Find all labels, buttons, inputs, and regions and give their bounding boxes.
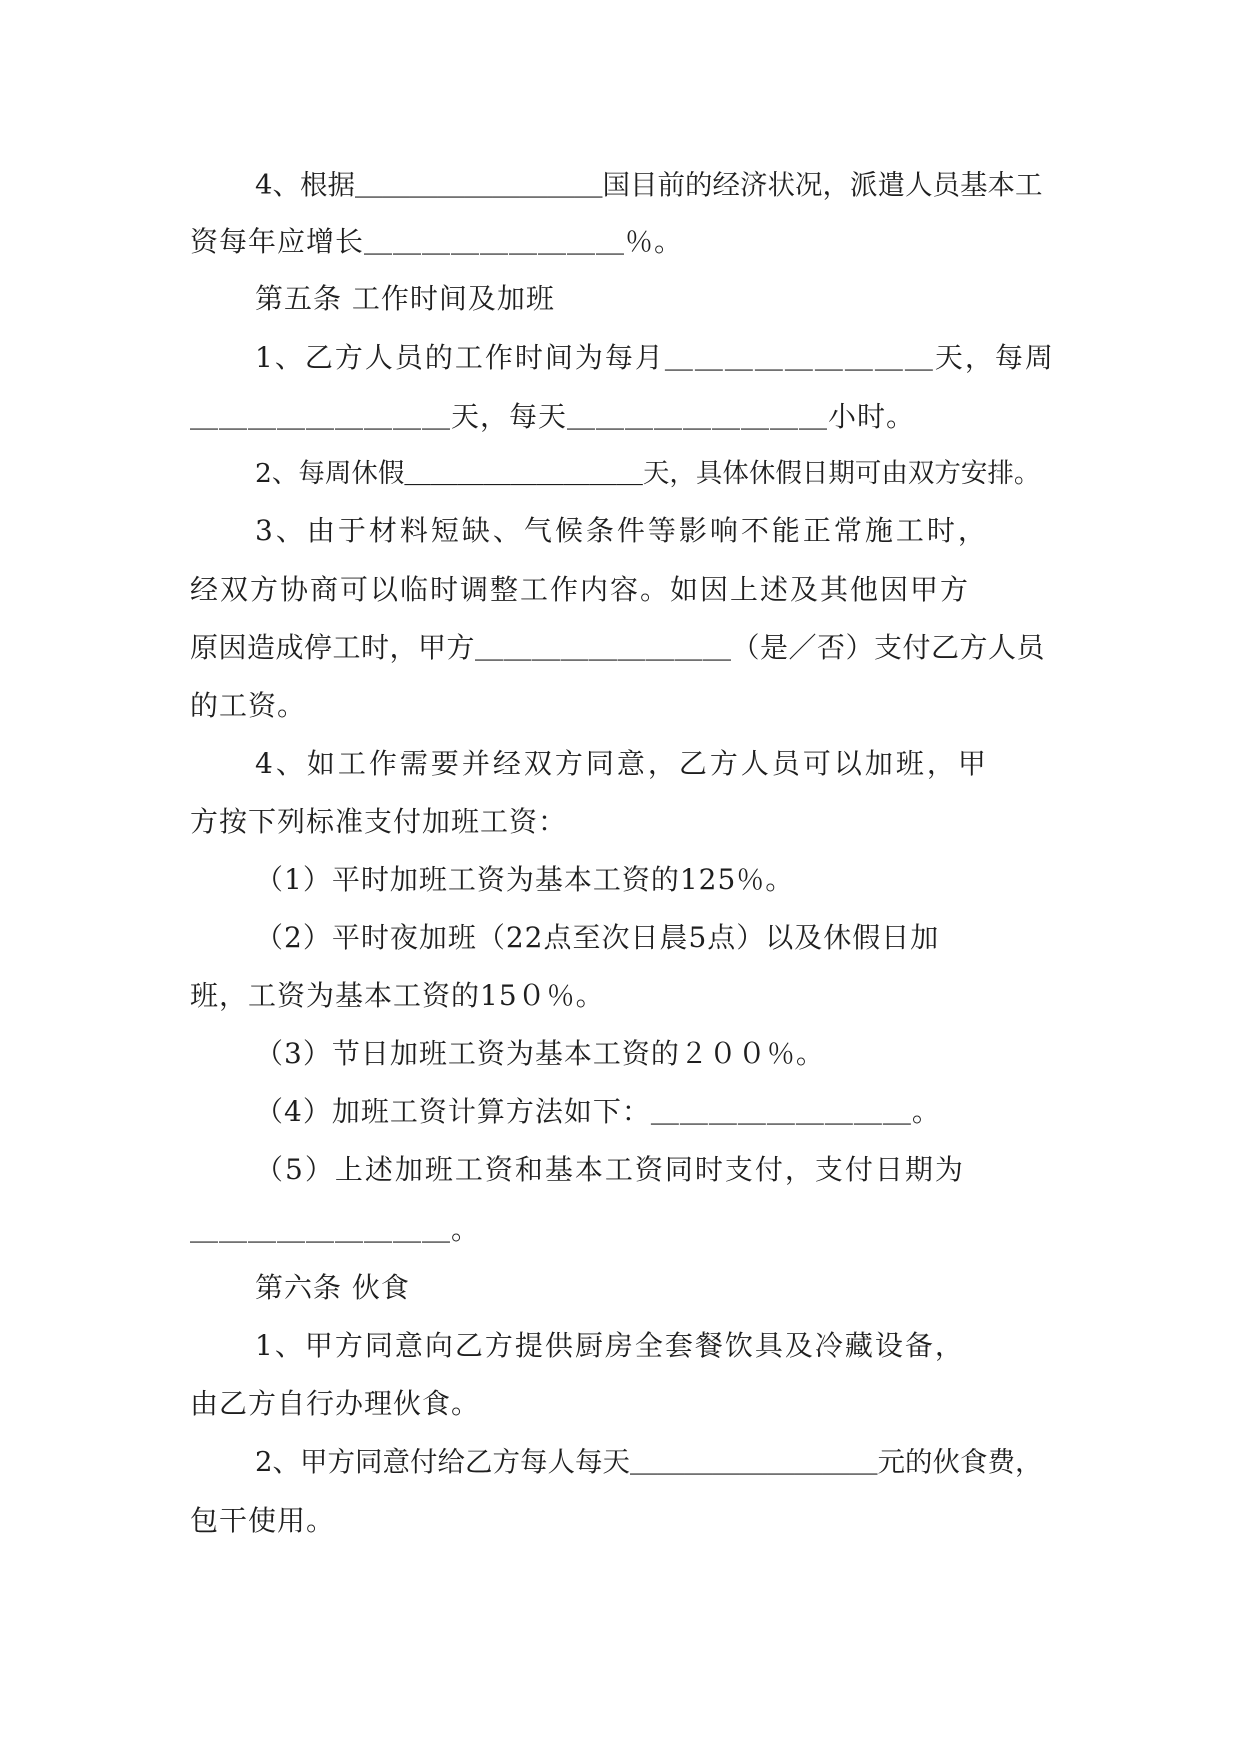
paragraph-line: 班，工资为基本工资的15０％。 [190, 979, 605, 1012]
paragraph-line: 方按下列标准支付加班工资： [190, 805, 568, 838]
paragraph-line: 经双方协商可以临时调整工作内容。如因上述及其他因甲方 [190, 573, 971, 606]
section-heading: 第五条 工作时间及加班 [255, 282, 555, 315]
list-item: （4）加班工资计算方法如下：＿＿＿＿＿＿＿＿＿。 [255, 1095, 941, 1128]
paragraph-line: 4、如工作需要并经双方同意，乙方人员可以加班，甲 [255, 747, 989, 780]
paragraph-line: ＿＿＿＿＿＿＿＿＿。 [190, 1213, 481, 1246]
paragraph-line: ＿＿＿＿＿＿＿＿＿天，每天＿＿＿＿＿＿＿＿＿小时。 [190, 400, 916, 433]
paragraph-line: 4、根据＿＿＿＿＿＿＿＿＿国目前的经济状况，派遣人员基本工 [255, 169, 1043, 201]
section-heading: 第六条 伙食 [255, 1271, 410, 1304]
list-item: （2）平时夜加班（22点至次日晨5点）以及休假日加 [255, 921, 940, 954]
paragraph-line: 的工资。 [190, 689, 307, 722]
list-item: （3）节日加班工资为基本工资的２００％。 [255, 1037, 825, 1070]
list-item: （5）上述加班工资和基本工资同时支付，支付日期为 [255, 1153, 965, 1186]
paragraph-line: 3、由于材料短缺、气候条件等影响不能正常施工时， [255, 514, 989, 547]
list-item: （1）平时加班工资为基本工资的125％。 [255, 863, 795, 896]
paragraph-line: 资每年应增长＿＿＿＿＿＿＿＿＿％。 [190, 225, 684, 258]
paragraph-line: 由乙方自行办理伙食。 [190, 1387, 481, 1420]
paragraph-line: 2、每周休假＿＿＿＿＿＿＿＿＿天，具体休假日期可由双方安排。 [255, 458, 1041, 489]
paragraph-line: 原因造成停工时，甲方＿＿＿＿＿＿＿＿＿（是／否）支付乙方人员 [190, 631, 1046, 664]
paragraph-line: 2、甲方同意付给乙方每人每天＿＿＿＿＿＿＿＿＿元的伙食费， [255, 1446, 1043, 1478]
paragraph-line: 1、乙方人员的工作时间为每月＿＿＿＿＿＿＿＿＿天，每周 [255, 341, 1055, 374]
paragraph-line: 1、甲方同意向乙方提供厨房全套餐饮具及冷藏设备， [255, 1329, 965, 1362]
paragraph-line: 包干使用。 [190, 1504, 336, 1537]
